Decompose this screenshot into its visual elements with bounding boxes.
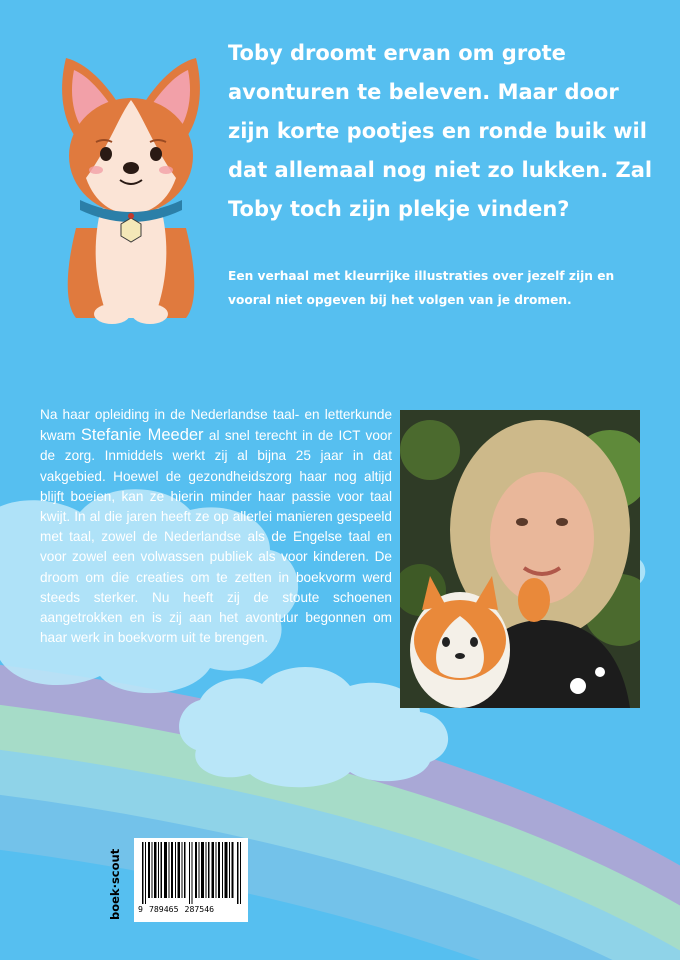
barcode-digit-group1: 789465 <box>148 904 179 914</box>
subline-text: Een verhaal met kleurrijke illustraties over jezelf zijn en vooral niet opgeven bij het volgen van je dromen. <box>228 269 615 307</box>
corgi-illustration <box>46 38 216 328</box>
publisher-logo: boek·scout <box>108 848 122 920</box>
bio-text-start: Na haar opleiding in de Nederlandse taal- en letterkunde kwam <box>40 407 392 444</box>
barcode-digit-group2: 287546 <box>184 904 215 914</box>
isbn-barcode <box>134 838 248 922</box>
barcode-digits <box>138 904 246 914</box>
author-photo <box>400 410 640 708</box>
author-bio <box>40 405 392 648</box>
publisher-logo-wrap <box>108 848 126 960</box>
bio-text-end: al snel terecht in de ICT voor de zorg. Inmiddels werkt zij al bijna 25 jaar in dat vakgebied. Hoewel de gezondheidszorg haar nog altijd blijft boeien, kan ze hierin minder haar passie voor taal kwijt. In al die jaren heeft ze op allerlei manieren gespeeld met taal, zowel de Nederlandse als de Engelse taal en voor zowel een volwassen publiek als voor kinderen. De droom om die creaties om te zetten in boekvorm werd steeds sterker. Nu heeft zij de stoute schoenen aangetrokken en is zij aan het avontuur begonnen om haar werk in boekvorm uit te brengen. <box>40 428 393 646</box>
author-name: Stefanie Meeder <box>80 426 204 445</box>
tagline-text: Toby droomt ervan om grote avonturen te beleven. Maar door zijn korte pootjes en ronde buik wil dat allemaal nog niet zo lukken. Zal Toby toch zijn plekje vinden? <box>228 41 653 221</box>
barcode-digit-prefix: 9 <box>138 904 143 914</box>
barcode-bars <box>142 842 242 904</box>
